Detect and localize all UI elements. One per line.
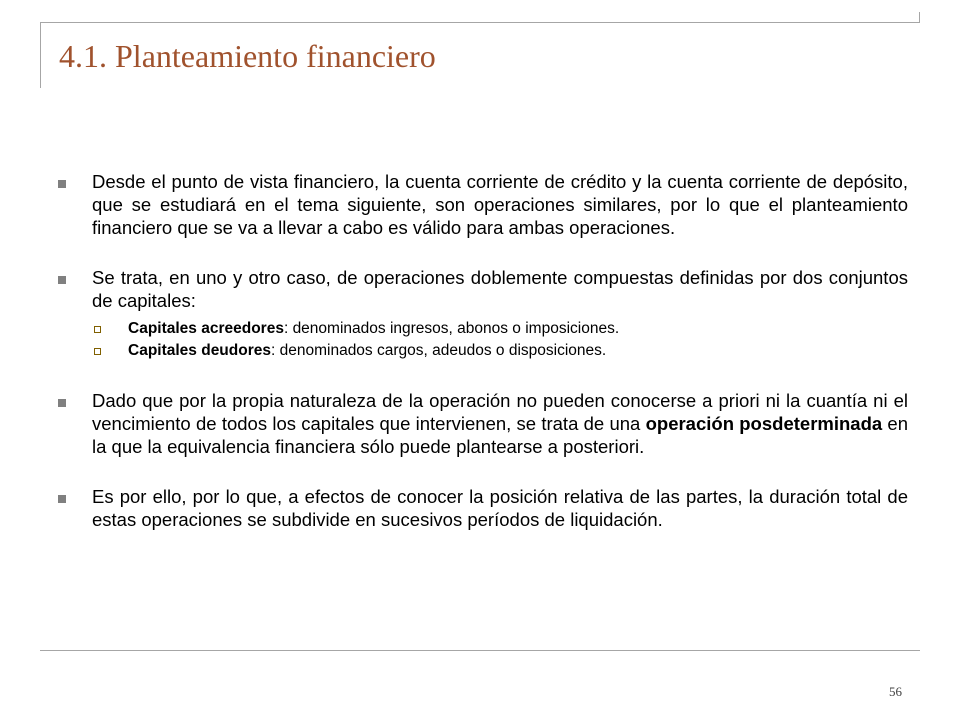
footer-divider bbox=[40, 650, 920, 651]
sub-bullet-item bbox=[92, 340, 908, 362]
sub-bullet-item bbox=[92, 318, 908, 340]
bullet-emphasis: operación posdeterminada bbox=[645, 413, 883, 434]
sub-bullet-term: Capitales deudores bbox=[128, 342, 271, 359]
bullet-item bbox=[58, 266, 908, 362]
hollow-square-bullet-icon bbox=[94, 326, 101, 333]
square-bullet-icon bbox=[58, 399, 66, 407]
slide-title: 4.1. Planteamiento financiero bbox=[59, 38, 436, 74]
square-bullet-icon bbox=[58, 180, 66, 188]
sub-bullet-list bbox=[92, 318, 908, 362]
page-number: 56 bbox=[889, 684, 902, 699]
title-left-divider bbox=[40, 22, 41, 88]
slide-body bbox=[58, 170, 908, 531]
bullet-text-before: Dado que por la propia naturaleza de la operación no pueden conocerse a priori ni la cuantía ni el vencimiento de todos los capitales que intervienen, se trata de una bbox=[92, 390, 908, 434]
bullet-item bbox=[58, 170, 908, 239]
hollow-square-bullet-icon bbox=[94, 348, 101, 355]
sub-bullet-description: : denominados ingresos, abonos o imposiciones. bbox=[283, 320, 620, 337]
bullet-text: Se trata, en uno y otro caso, de operaciones doblemente compuestas definidas por dos conjuntos de capitales: bbox=[92, 267, 908, 311]
bullet-item bbox=[58, 389, 908, 458]
square-bullet-icon bbox=[58, 495, 66, 503]
sub-bullet-description: : denominados cargos, adeudos o disposiciones. bbox=[271, 342, 607, 359]
top-divider bbox=[40, 22, 920, 23]
bullet-text: Desde el punto de vista financiero, la cuenta corriente de crédito y la cuenta corriente de depósito, que se estudiará en el tema siguiente, son operaciones similares, por lo que el planteamiento financiero que se va a llevar a cabo es válido para ambas operaciones. bbox=[92, 171, 908, 238]
top-right-divider-tick bbox=[919, 12, 920, 22]
bullet-text-after: en la que la equivalencia financiera sólo puede plantearse a posteriori. bbox=[92, 413, 909, 457]
square-bullet-icon bbox=[58, 276, 66, 284]
sub-bullet-term: Capitales acreedores bbox=[128, 320, 284, 337]
bullet-item bbox=[58, 485, 908, 531]
bullet-text: Es por ello, por lo que, a efectos de conocer la posición relativa de las partes, la duración total de estas operaciones se subdivide en sucesivos períodos de liquidación. bbox=[92, 486, 908, 530]
